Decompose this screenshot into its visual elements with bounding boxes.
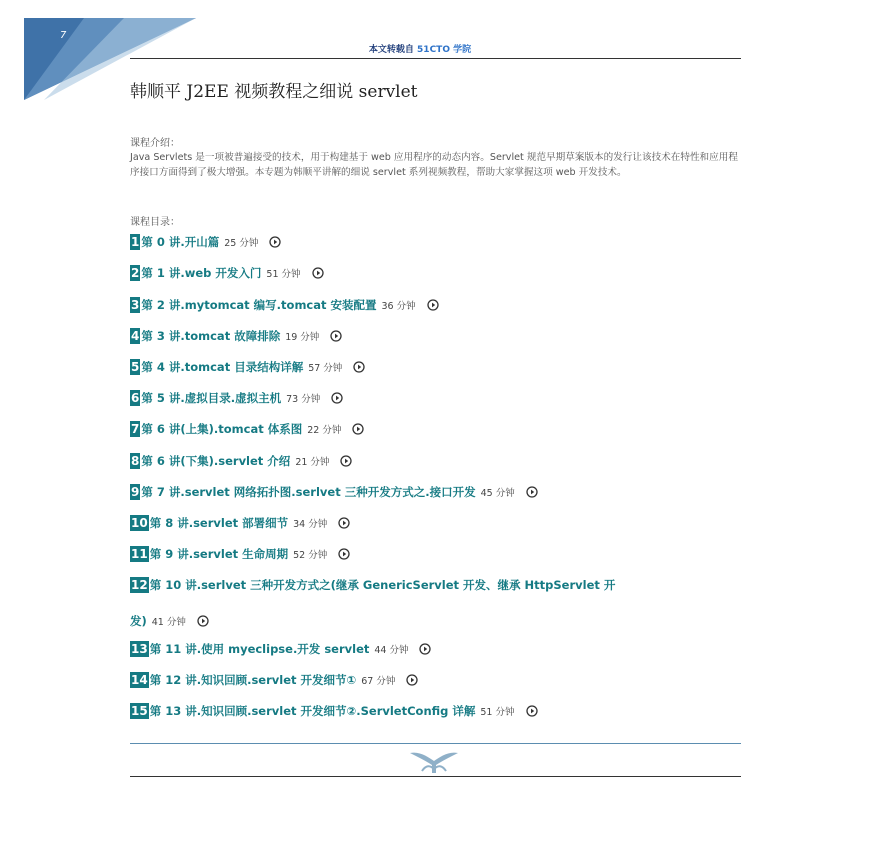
- play-circle-icon[interactable]: [330, 330, 342, 342]
- toc-item-number: 1: [131, 235, 140, 249]
- play-circle-icon[interactable]: [353, 361, 365, 373]
- toc-item[interactable]: [130, 640, 431, 658]
- toc-item-number: 9: [131, 485, 140, 499]
- toc-item[interactable]: [130, 514, 350, 532]
- toc-item-duration: 34 分钟: [293, 519, 328, 530]
- toc-item-duration: 51 分钟: [480, 707, 515, 718]
- toc-item-title[interactable]: 第 10 讲.serlvet 三种开发方式之(继承 GenericServlet 开发、继承 HttpServlet 开: [149, 578, 616, 592]
- toc-item-duration: 41 分钟: [151, 617, 186, 628]
- toc-item[interactable]: [130, 702, 538, 720]
- play-circle-icon[interactable]: [338, 548, 350, 560]
- toc-item-title[interactable]: 第 6 讲(下集).servlet 介绍: [141, 454, 291, 468]
- toc-item-duration: 36 分钟: [381, 301, 416, 312]
- toc-item-title[interactable]: 第 13 讲.知识回顾.servlet 开发细节②.ServletConfig 详解: [149, 704, 476, 718]
- toc-item-duration: 51 分钟: [266, 269, 301, 280]
- header-rule: [130, 58, 741, 59]
- intro-label: 课程介绍：: [130, 138, 180, 149]
- toc-item-title[interactable]: 第 1 讲.web 开发入门: [141, 266, 262, 280]
- toc-item-number: 14: [131, 673, 148, 687]
- play-circle-icon[interactable]: [338, 517, 350, 529]
- toc-item-duration: 57 分钟: [308, 363, 343, 374]
- play-circle-icon[interactable]: [269, 236, 281, 248]
- toc-item[interactable]: [130, 389, 343, 407]
- toc-item-duration: 19 分钟: [285, 332, 320, 343]
- toc-item-title[interactable]: 第 3 讲.tomcat 故障排除: [141, 329, 281, 343]
- toc-item-duration: 73 分钟: [286, 394, 321, 405]
- toc-item-title[interactable]: 第 12 讲.知识回顾.servlet 开发细节①: [149, 673, 357, 687]
- toc-item-number: 5: [131, 360, 140, 374]
- play-circle-icon[interactable]: [340, 455, 352, 467]
- toc-item-duration: 22 分钟: [307, 425, 342, 436]
- toc-item[interactable]: [130, 327, 342, 345]
- toc-item-number: 8: [131, 454, 140, 468]
- toc-item-title[interactable]: 第 2 讲.mytomcat 编写.tomcat 安装配置: [141, 298, 377, 312]
- toc-item-title[interactable]: 第 9 讲.servlet 生命周期: [149, 547, 289, 561]
- source-notice: [300, 42, 540, 55]
- toc-item-number: 15: [131, 704, 148, 718]
- toc-item-number: 6: [131, 391, 140, 405]
- play-circle-icon[interactable]: [427, 299, 439, 311]
- page-number: 7: [60, 30, 67, 41]
- intro-text: Java Servlets 是一项被普遍接受的技术，用于构建基于 web 应用程序的动态内容。Servlet 规范早期草案版本的发行让该技术在特性和应用程序接口方面得到了极大增强。本专题为韩顺平讲解的细说 servlet 系列视频教程，帮助大家掌握这项 web 开发技术。: [130, 152, 738, 178]
- play-circle-icon[interactable]: [331, 392, 343, 404]
- toc-item-continuation[interactable]: [130, 612, 209, 630]
- toc-item-title-wrap[interactable]: 发): [130, 614, 147, 628]
- toc-item-number: 12: [131, 578, 148, 592]
- toc-item-duration: 67 分钟: [361, 676, 396, 687]
- toc-item-title[interactable]: 第 4 讲.tomcat 目录结构详解: [141, 360, 304, 374]
- toc-item-number: 10: [131, 516, 148, 530]
- toc-item-title[interactable]: 第 0 讲.开山篇: [141, 235, 220, 249]
- toc-item[interactable]: [130, 233, 281, 251]
- footer-rule-top: [130, 743, 741, 744]
- play-circle-icon[interactable]: [526, 705, 538, 717]
- source-prefix: 本文转载自: [368, 45, 414, 55]
- toc-item-duration: 44 分钟: [374, 645, 409, 656]
- toc-label: 课程目录：: [130, 217, 180, 228]
- toc-item[interactable]: [130, 545, 350, 563]
- play-circle-icon[interactable]: [406, 674, 418, 686]
- play-circle-icon[interactable]: [197, 615, 209, 627]
- toc-item[interactable]: [130, 296, 439, 314]
- toc-item[interactable]: [130, 420, 364, 438]
- toc-item-duration: 25 分钟: [224, 238, 259, 249]
- toc-item-number: 2: [131, 266, 140, 280]
- toc-item-number: 13: [131, 642, 148, 656]
- toc-item-number: 4: [131, 329, 140, 343]
- play-circle-icon[interactable]: [352, 423, 364, 435]
- toc-item-number: 7: [131, 422, 140, 436]
- toc-item[interactable]: [130, 576, 615, 594]
- toc-item[interactable]: [130, 358, 365, 376]
- toc-item-duration: 21 分钟: [295, 457, 330, 468]
- play-circle-icon[interactable]: [312, 267, 324, 279]
- toc-item[interactable]: [130, 264, 324, 282]
- fleur-ornament-icon: [408, 749, 460, 775]
- play-circle-icon[interactable]: [526, 486, 538, 498]
- footer-rule-bottom: [130, 776, 741, 777]
- toc-item-number: 3: [131, 298, 140, 312]
- page-title: 韩顺平 J2EE 视频教程之细说 servlet: [130, 82, 418, 102]
- toc-item-title[interactable]: 第 8 讲.servlet 部署细节: [149, 516, 289, 530]
- toc-item-title[interactable]: 第 5 讲.虚拟目录.虚拟主机: [141, 391, 282, 405]
- toc-item-duration: 52 分钟: [293, 550, 328, 561]
- toc-item-title[interactable]: 第 11 讲.使用 myeclipse.开发 servlet: [149, 642, 370, 656]
- play-circle-icon[interactable]: [419, 643, 431, 655]
- source-brand: 51CTO 学院: [417, 45, 472, 55]
- toc-item-title[interactable]: 第 7 讲.servlet 网络拓扑图.serlvet 三种开发方式之.接口开发: [141, 485, 476, 499]
- toc-item-duration: 45 分钟: [480, 488, 515, 499]
- toc-item[interactable]: [130, 671, 418, 689]
- toc-item[interactable]: [130, 483, 538, 501]
- toc-item-title[interactable]: 第 6 讲(上集).tomcat 体系图: [141, 422, 303, 436]
- toc-item[interactable]: [130, 452, 352, 470]
- toc-item-number: 11: [131, 547, 148, 561]
